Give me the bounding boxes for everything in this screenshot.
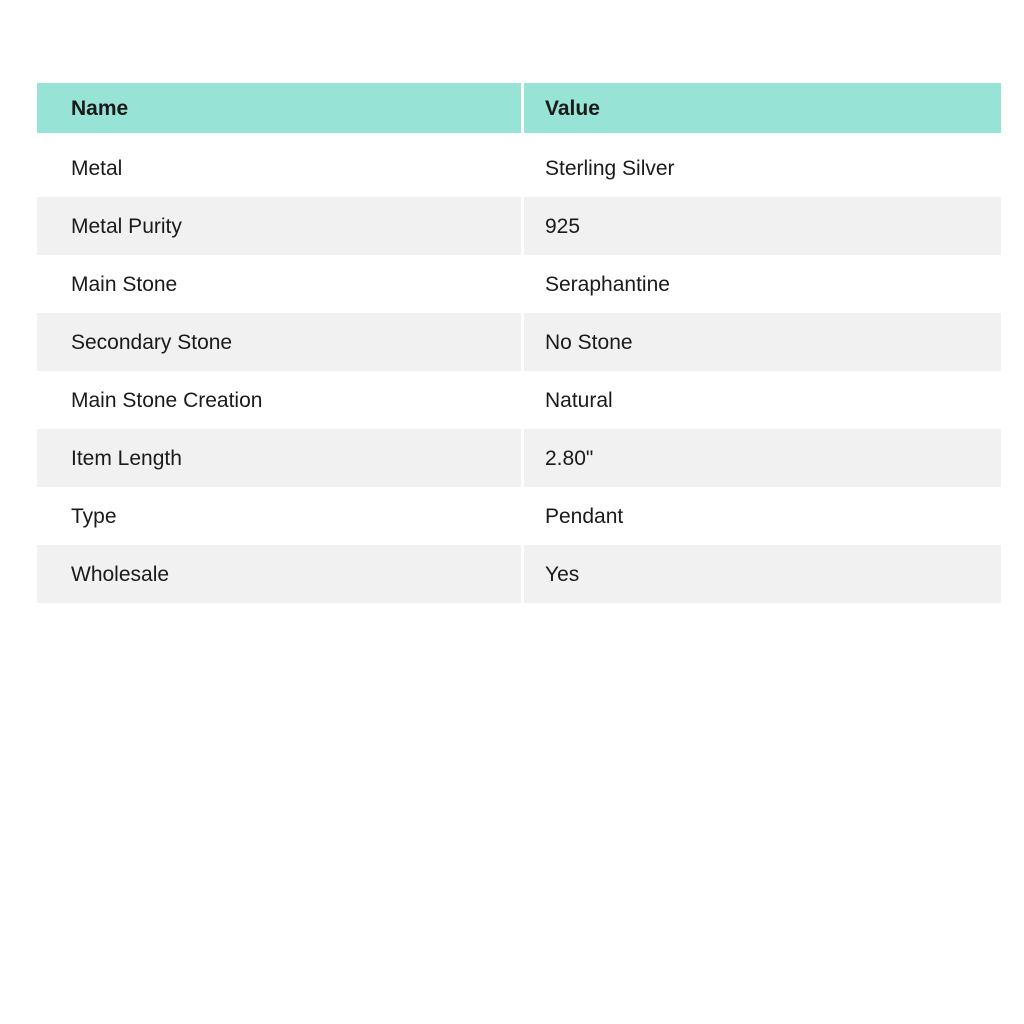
table-row bbox=[37, 371, 1001, 429]
row-value-cell: 2.80" bbox=[524, 429, 1001, 487]
row-value-cell: No Stone bbox=[524, 313, 1001, 371]
product-spec-table bbox=[37, 83, 1001, 603]
table-row bbox=[37, 487, 1001, 545]
table-row bbox=[37, 139, 1001, 197]
row-name-cell: Main Stone bbox=[37, 255, 521, 313]
table-body bbox=[37, 139, 1001, 603]
table-row bbox=[37, 545, 1001, 603]
row-name-cell: Item Length bbox=[37, 429, 521, 487]
row-value-cell: Pendant bbox=[524, 487, 1001, 545]
row-name-cell: Wholesale bbox=[37, 545, 521, 603]
row-name-cell: Metal Purity bbox=[37, 197, 521, 255]
row-value-cell: Seraphantine bbox=[524, 255, 1001, 313]
table-row bbox=[37, 255, 1001, 313]
row-name-cell: Type bbox=[37, 487, 521, 545]
row-value-cell: Sterling Silver bbox=[524, 139, 1001, 197]
row-name-cell: Main Stone Creation bbox=[37, 371, 521, 429]
table-row bbox=[37, 429, 1001, 487]
table-row bbox=[37, 197, 1001, 255]
row-value-cell: Yes bbox=[524, 545, 1001, 603]
table-header-row bbox=[37, 83, 1001, 133]
table-row bbox=[37, 313, 1001, 371]
column-header-name: Name bbox=[37, 83, 521, 133]
row-value-cell: 925 bbox=[524, 197, 1001, 255]
row-value-cell: Natural bbox=[524, 371, 1001, 429]
row-name-cell: Secondary Stone bbox=[37, 313, 521, 371]
column-header-value: Value bbox=[524, 83, 1001, 133]
row-name-cell: Metal bbox=[37, 139, 521, 197]
